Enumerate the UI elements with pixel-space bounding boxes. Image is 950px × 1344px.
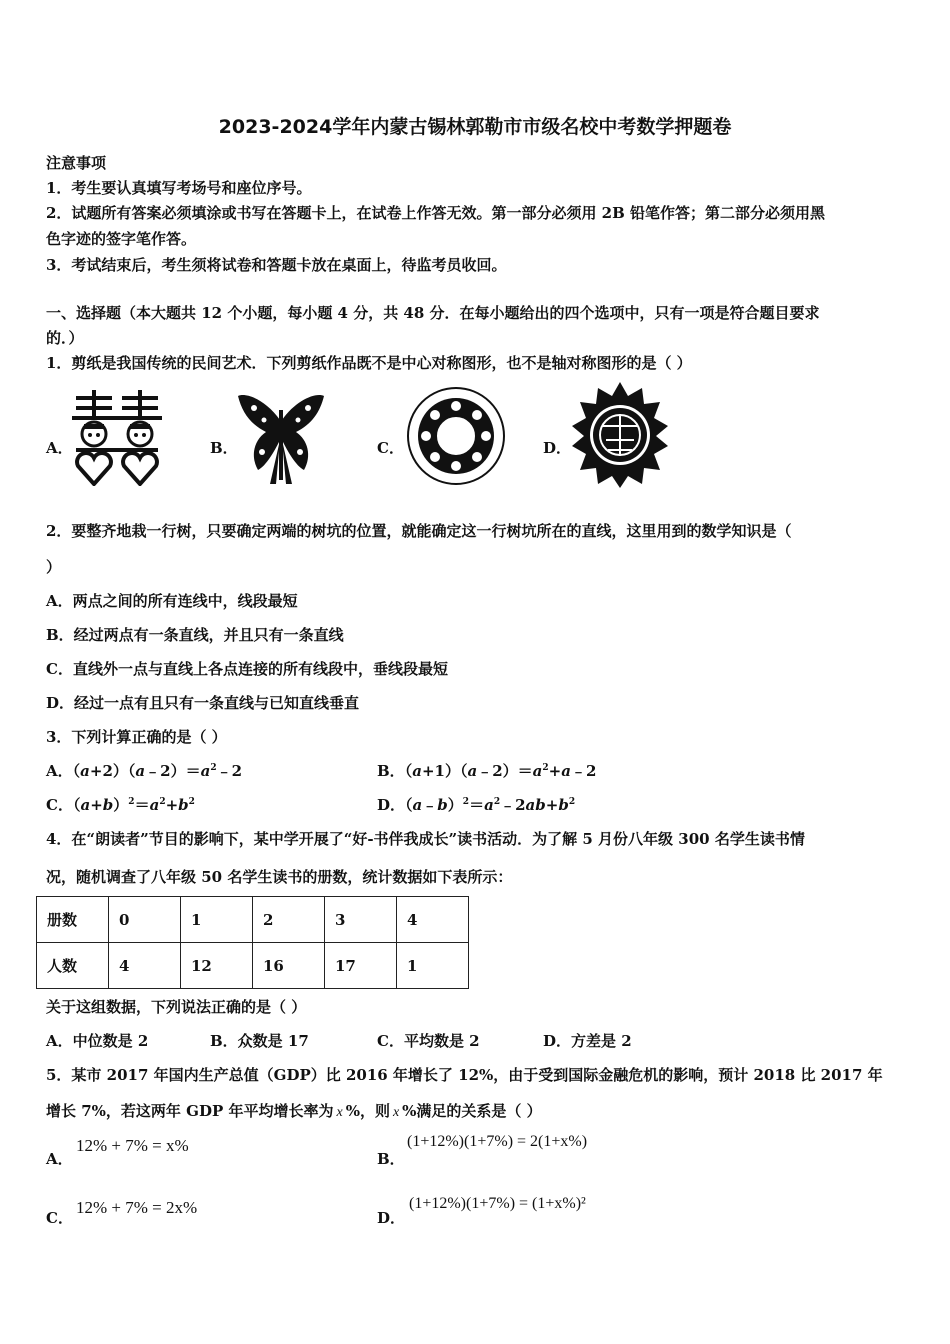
notice-heading: 注意事项 [46,154,107,172]
question-4-ask: 关于这组数据，下列说法正确的是（ ） [46,998,307,1016]
option-label: B． [377,762,405,780]
option-d-formula: (1+12%)(1+7%) = (1+x%)² [409,1195,586,1212]
question-5-stem: 5．某市 2017 年国内生产总值（GDP）比 2016 年增长了 12%，由于受到国际金融危机的影响，预计 2018 比 2017 年 [46,1066,883,1084]
option-b: B．$(a+1)(a﹣2)=a^2+a﹣2$ [377,762,597,780]
table-cell: 1 [397,943,469,989]
table-cell: 0 [109,897,181,943]
double-happiness-papercut-icon [72,390,162,486]
option-label: B． [377,1150,405,1168]
question-2-stem: 2．要整齐地栽一行树，只要确定两端的树坑的位置，就能确定这一行树坑所在的直线，这里用到的数学知识是（ [46,522,792,540]
option-d: D．方差是 2 [543,1032,632,1050]
option-c-formula: 12% + 7% = 2x% [76,1198,198,1217]
option-label: C． [46,1209,73,1227]
option-label: D． [377,1209,406,1227]
option-d: D．$(a﹣b)^2=a^2﹣2ab+b^2$ [377,796,576,814]
table-cell: 人数 [37,943,109,989]
option-b: B．众数是 17 [210,1032,309,1050]
notice-item: 色字迹的签字笔作答。 [46,230,197,248]
question-1-stem: 1．剪纸是我国传统的民间艺术．下列剪纸作品既不是中心对称图形，也不是轴对称图形的是（ ） [46,354,692,372]
page-title: 2023-2024学年内蒙古锡林郭勒市市级名校中考数学押题卷 [218,116,732,138]
notice-item: 2．试题所有答案必须填涂或书写在答题卡上，在试卷上作答无效。第一部分必须用 2B 铅笔作答；第二部分必须用黑 [46,204,826,222]
option-c: C．$(a+b)^2=a^2+b^2$ [46,796,195,814]
notice-item: 1．考生要认真填写考场号和座位序号。 [46,179,312,197]
question-3-stem: 3．下列计算正确的是（ ） [46,728,227,746]
option-d: D．经过一点有且只有一条直线与已知直线垂直 [46,694,360,712]
table-cell: 12 [181,943,253,989]
option-c: C．平均数是 2 [377,1032,480,1050]
variable-x: x [336,1105,343,1120]
table-row [37,943,469,989]
option-b-formula: (1+12%)(1+7%) = 2(1+x%) [407,1133,588,1150]
table-cell: 1 [181,897,253,943]
table-cell: 4 [397,897,469,943]
option-label: D． [377,796,406,814]
option-label: B． [210,439,238,457]
option-label: A． [46,1150,73,1168]
section-heading: 一、选择题（本大题共 12 个小题，每小题 4 分，共 48 分．在每小题给出的四个选项中，只有一项是符合题目要求 [46,304,820,322]
table-cell: 册数 [37,897,109,943]
option-b: B．经过两点有一条直线，并且只有一条直线 [46,626,344,644]
ring-papercut-icon [406,384,506,488]
variable-x: x [392,1105,400,1120]
option-label: C． [377,439,404,457]
option-c: C．直线外一点与直线上各点连接的所有线段中，垂线段最短 [46,660,448,678]
question-2-stem-cont: ） [46,558,62,576]
question-4-stem-cont: 况，随机调查了八年级 50 名学生读书的册数，统计数据如下表所示： [46,868,513,886]
option-a: A．$(a+2)(a﹣2)=a^2﹣2$ [46,762,243,780]
sun-papercut-icon [570,382,670,488]
option-label: A． [46,439,73,457]
option-a: A．中位数是 2 [46,1032,149,1050]
table-row [37,897,469,943]
question-5-stem-cont: 增长 7%，若这两年 GDP 年平均增长率为 x %，则 x %满足的关系是（ ） [46,1102,542,1120]
option-a-formula: 12% + 7% = x% [76,1136,189,1155]
table-cell: 3 [325,897,397,943]
table-cell: 16 [253,943,325,989]
reading-stats-table [36,896,469,989]
question-4-stem: 4．在“朗读者”节目的影响下，某中学开展了“好‐书伴我成长”读书活动．为了解 5 月份八年级 300 名学生读书情 [46,830,805,848]
table-cell: 17 [325,943,397,989]
option-label: C． [46,796,73,814]
table-cell: 4 [109,943,181,989]
table-cell: 2 [253,897,325,943]
notice-item: 3．考试结束后，考生须将试卷和答题卡放在桌面上，待监考员收回。 [46,256,507,274]
option-a: A．两点之间的所有连线中，线段最短 [46,592,298,610]
butterfly-papercut-icon [236,390,326,486]
option-label: D． [543,439,572,457]
section-heading-cont: 的．） [46,329,84,347]
option-label: A． [46,762,73,780]
